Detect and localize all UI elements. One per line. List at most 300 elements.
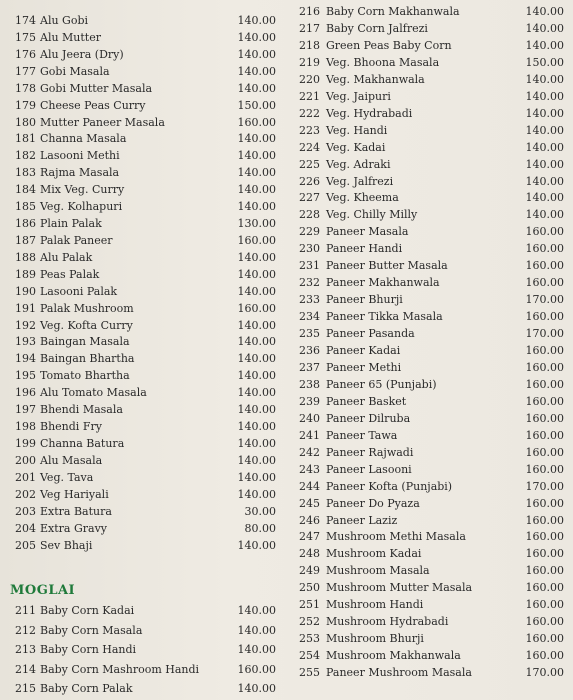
menu-item-row: [6, 418, 276, 435]
menu-item-row: [296, 156, 564, 173]
item-price: 140.00: [237, 437, 276, 450]
item-name: Alu Gobi: [40, 14, 89, 27]
item-price: 160.00: [525, 649, 564, 663]
menu-item-row: [6, 215, 276, 232]
item-number: 242: [299, 445, 320, 459]
item-name: Veg. Kheema: [326, 191, 399, 205]
item-number: 229: [299, 225, 320, 239]
item-number: 224: [299, 140, 320, 154]
item-number: 183: [15, 166, 36, 180]
item-number: 244: [299, 479, 320, 493]
menu-item-row: [296, 88, 564, 105]
menu-item-row: [6, 80, 276, 97]
item-price: 140.00: [237, 369, 276, 383]
menu-item-row: [6, 29, 276, 46]
item-number: 252: [299, 615, 320, 629]
item-number: 223: [299, 123, 320, 137]
menu-item-row: [6, 680, 276, 697]
menu-item-row: [296, 71, 564, 88]
menu-item-row: [296, 240, 564, 257]
item-name: Veg. Makhanwala: [326, 72, 425, 86]
item-name: Baby Corn Palak: [40, 682, 133, 695]
menu-item-row: [296, 206, 564, 223]
menu-item-row: [6, 114, 276, 131]
item-number: 222: [299, 106, 320, 120]
menu-item-row: [6, 249, 276, 266]
item-name: Plain Palak: [40, 217, 102, 231]
menu-item-row: [296, 274, 564, 291]
menu-item-row: [296, 257, 564, 274]
item-number: 218: [299, 38, 320, 52]
item-price: 140.00: [237, 538, 276, 552]
item-price: 160.00: [525, 530, 564, 544]
item-price: 140.00: [237, 250, 276, 264]
item-number: 231: [299, 259, 320, 273]
item-price: 140.00: [237, 470, 276, 484]
item-name: Baby Corn Jalfrezi: [326, 21, 428, 35]
item-number: 232: [299, 276, 320, 290]
item-name: Veg. Kadai: [326, 140, 386, 154]
item-price: 160.00: [525, 547, 564, 561]
item-price: 160.00: [525, 513, 564, 527]
item-price: 140.00: [237, 132, 276, 146]
item-name: Bhendi Masala: [40, 403, 123, 417]
item-name: Channa Masala: [40, 132, 127, 146]
item-price: 160.00: [525, 445, 564, 459]
item-name: Paneer Kofta (Punjabi): [326, 479, 453, 493]
item-name: Channa Batura: [40, 437, 125, 450]
item-number: 236: [299, 344, 320, 357]
item-name: Paneer Lasooni: [326, 462, 412, 476]
item-name: Palak Paneer: [40, 233, 113, 247]
menu-item-row: [296, 376, 564, 393]
item-name: Veg. Tava: [40, 470, 94, 484]
item-number: 202: [15, 487, 36, 501]
menu-item-row: [296, 342, 564, 359]
item-name: Paneer 65 (Punjabi): [326, 377, 437, 391]
item-name: Paneer Basket: [326, 394, 407, 408]
item-name: Paneer Do Pyaza: [326, 496, 420, 510]
item-number: 212: [15, 623, 36, 637]
item-number: 181: [15, 132, 36, 146]
menu-item-row: [6, 333, 276, 350]
item-number: 243: [299, 462, 320, 476]
item-number: 246: [299, 513, 320, 527]
item-price: 160.00: [525, 259, 564, 273]
item-price: 160.00: [525, 411, 564, 425]
item-number: 245: [299, 496, 320, 510]
item-price: 140.00: [237, 403, 276, 417]
item-name: Bhendi Fry: [40, 420, 102, 434]
item-name: Mushroom Handi: [326, 598, 424, 612]
menu-item-row: [296, 410, 564, 427]
item-price: 160.00: [525, 428, 564, 442]
item-price: 160.00: [525, 377, 564, 391]
item-price: 130.00: [237, 217, 276, 231]
menu-item-row: [6, 602, 276, 619]
menu-item-row: [6, 130, 276, 147]
item-price: 140.00: [237, 267, 276, 281]
menu-item-row: [296, 122, 564, 139]
item-name: Paneer Dilruba: [326, 411, 411, 425]
item-price: 140.00: [525, 191, 564, 205]
menu-item-row: [296, 461, 564, 478]
item-name: Gobi Mutter Masala: [40, 81, 153, 95]
item-name: Cheese Peas Curry: [40, 98, 146, 112]
item-name: Tomato Bhartha: [40, 369, 130, 383]
item-price: 140.00: [525, 72, 564, 86]
item-number: 237: [299, 360, 320, 374]
item-name: Paneer Mushroom Masala: [326, 666, 472, 680]
item-price: 140.00: [237, 386, 276, 400]
item-number: 193: [15, 335, 36, 349]
item-price: 140.00: [237, 166, 276, 180]
item-name: Sev Bhaji: [40, 538, 93, 552]
menu-item-row: [6, 503, 276, 520]
item-price: 160.00: [525, 564, 564, 578]
menu-item-row: [6, 147, 276, 164]
item-number: 235: [299, 327, 320, 341]
item-price: 140.00: [237, 604, 276, 617]
item-price: 160.00: [525, 394, 564, 408]
item-number: 174: [15, 14, 36, 27]
menu-item-row: [6, 401, 276, 418]
item-number: 179: [15, 98, 36, 112]
item-number: 199: [15, 437, 36, 450]
item-name: Veg. Handi: [326, 123, 388, 137]
item-number: 198: [15, 420, 36, 434]
item-price: 160.00: [525, 360, 564, 374]
item-name: Veg. Jalfrezi: [326, 174, 394, 188]
menu-item-row: [6, 384, 276, 401]
menu-item-row: [296, 20, 564, 37]
menu-item-row: [6, 12, 276, 29]
menu-item-row: [296, 37, 564, 54]
item-price: 160.00: [525, 632, 564, 646]
item-price: 140.00: [237, 335, 276, 349]
item-number: 219: [299, 55, 320, 69]
item-name: Baby Corn Mashroom Handi: [40, 662, 200, 676]
item-number: 184: [15, 183, 36, 197]
item-price: 140.00: [525, 157, 564, 171]
item-price: 140.00: [237, 200, 276, 214]
item-number: 189: [15, 267, 36, 281]
item-number: 191: [15, 301, 36, 315]
item-name: Alu Mutter: [40, 30, 101, 44]
item-name: Paneer Bhurji: [326, 293, 403, 307]
item-number: 228: [299, 208, 320, 222]
item-number: 217: [299, 21, 320, 35]
item-name: Palak Mushroom: [40, 301, 134, 315]
item-number: 200: [15, 453, 36, 467]
item-name: Rajma Masala: [40, 166, 120, 180]
menu-item-row: [296, 664, 564, 681]
item-number: 190: [15, 284, 36, 298]
item-name: Paneer Masala: [326, 225, 409, 239]
item-number: 176: [15, 47, 36, 61]
item-name: Mutter Paneer Masala: [40, 115, 165, 129]
item-price: 140.00: [525, 89, 564, 103]
item-number: 177: [15, 64, 36, 78]
item-name: Paneer Laziz: [326, 513, 398, 527]
item-number: 182: [15, 149, 36, 163]
menu-item-row: [6, 97, 276, 114]
item-price: 160.00: [237, 115, 276, 129]
menu-item-row: [296, 478, 564, 495]
item-price: 140.00: [237, 682, 276, 695]
item-name: Mushroom Masala: [326, 564, 430, 578]
menu-item-row: [296, 630, 564, 647]
item-number: 188: [15, 250, 36, 264]
menu-item-row: [6, 661, 276, 678]
item-price: 30.00: [244, 504, 276, 518]
item-number: 249: [299, 564, 320, 578]
item-name: Mix Veg. Curry: [40, 183, 125, 197]
item-name: Lasooni Palak: [40, 284, 118, 298]
item-number: 196: [15, 386, 36, 400]
menu-item-row: [296, 308, 564, 325]
item-number: 215: [15, 682, 36, 695]
item-price: 160.00: [525, 344, 564, 357]
menu-item-row: [6, 350, 276, 367]
item-price: 140.00: [237, 81, 276, 95]
item-name: Veg. Chilly Milly: [326, 208, 418, 222]
item-number: 201: [15, 470, 36, 484]
menu-item-row: [6, 435, 276, 452]
item-number: 221: [299, 89, 320, 103]
item-price: 140.00: [525, 106, 564, 120]
item-name: Lasooni Methi: [40, 149, 120, 163]
item-name: Mushroom Bhurji: [326, 632, 424, 646]
item-price: 160.00: [525, 615, 564, 629]
item-price: 160.00: [525, 225, 564, 239]
menu-item-row: [296, 427, 564, 444]
item-price: 160.00: [525, 242, 564, 256]
item-price: 140.00: [237, 453, 276, 467]
item-price: 170.00: [525, 666, 564, 680]
item-number: 197: [15, 403, 36, 417]
item-number: 233: [299, 293, 320, 307]
menu-item-row: [6, 469, 276, 486]
item-name: Veg. Bhoona Masala: [326, 55, 440, 69]
menu-item-row: [296, 562, 564, 579]
menu-item-row: [6, 300, 276, 317]
menu-item-row: [296, 647, 564, 664]
item-price: 140.00: [237, 64, 276, 78]
item-name: Extra Gravy: [40, 521, 107, 535]
item-number: 178: [15, 81, 36, 95]
item-name: Peas Palak: [40, 267, 100, 281]
item-name: Baingan Masala: [40, 335, 130, 349]
item-name: Alu Tomato Masala: [40, 386, 147, 400]
section-title-moglai: MOGLAI: [10, 583, 76, 598]
item-price: 170.00: [525, 479, 564, 493]
item-price: 140.00: [237, 420, 276, 434]
item-number: 254: [299, 649, 320, 663]
menu-item-row: [6, 520, 276, 537]
item-number: 241: [299, 428, 320, 442]
menu-item-row: [6, 367, 276, 384]
menu-item-row: [6, 232, 276, 249]
menu-item-row: [6, 46, 276, 63]
item-price: 160.00: [237, 233, 276, 247]
menu-item-row: [6, 283, 276, 300]
item-number: 251: [299, 598, 320, 612]
item-number: 238: [299, 377, 320, 391]
item-name: Paneer Tikka Masala: [326, 310, 443, 324]
item-name: Paneer Kadai: [326, 344, 401, 357]
item-number: 195: [15, 369, 36, 383]
item-price: 140.00: [525, 38, 564, 52]
menu-item-row: [296, 139, 564, 156]
item-price: 140.00: [237, 487, 276, 501]
item-price: 140.00: [237, 14, 276, 27]
menu-item-row: [296, 545, 564, 562]
item-number: 250: [299, 581, 320, 595]
item-name: Paneer Methi: [326, 360, 402, 374]
item-name: Veg Hariyali: [40, 487, 109, 501]
menu-item-row: [296, 393, 564, 410]
item-number: 248: [299, 547, 320, 561]
item-name: Mushroom Hydrabadi: [326, 615, 449, 629]
item-price: 140.00: [525, 140, 564, 154]
item-number: 220: [299, 72, 320, 86]
item-name: Baby Corn Masala: [40, 623, 143, 637]
item-price: 140.00: [525, 21, 564, 35]
menu-item-row: [6, 537, 276, 554]
menu-item-row: [296, 512, 564, 529]
menu-item-row: [296, 596, 564, 613]
item-price: 160.00: [525, 310, 564, 324]
menu-item-row: [296, 291, 564, 308]
item-number: 225: [299, 157, 320, 171]
item-number: 247: [299, 530, 320, 544]
item-price: 140.00: [525, 208, 564, 222]
item-number: 226: [299, 174, 320, 188]
item-price: 140.00: [237, 643, 276, 656]
item-price: 150.00: [237, 98, 276, 112]
item-name: Baingan Bhartha: [40, 352, 135, 366]
item-number: 234: [299, 310, 320, 324]
item-name: Mushroom Kadai: [326, 547, 422, 561]
item-name: Gobi Masala: [40, 64, 110, 78]
item-name: Veg. Hydrabadi: [326, 106, 413, 120]
item-number: 253: [299, 632, 320, 646]
item-number: 239: [299, 394, 320, 408]
item-number: 230: [299, 242, 320, 256]
item-name: Baby Corn Kadai: [40, 604, 135, 617]
item-price: 140.00: [237, 284, 276, 298]
item-price: 160.00: [525, 496, 564, 510]
item-price: 140.00: [237, 183, 276, 197]
menu-item-row: [296, 528, 564, 545]
item-price: 140.00: [237, 623, 276, 637]
item-number: 204: [15, 521, 36, 535]
item-name: Mushroom Makhanwala: [326, 649, 461, 663]
item-number: 214: [15, 662, 36, 676]
item-number: 213: [15, 643, 36, 656]
item-number: 186: [15, 217, 36, 231]
menu-item-row: [6, 181, 276, 198]
menu-item-row: [6, 63, 276, 80]
item-price: 160.00: [237, 301, 276, 315]
menu-item-row: [296, 3, 564, 20]
item-name: Extra Batura: [40, 504, 112, 518]
menu-item-row: [296, 325, 564, 342]
menu-item-row: [6, 452, 276, 469]
item-price: 140.00: [237, 149, 276, 163]
item-number: 192: [15, 318, 36, 332]
menu-item-row: [296, 613, 564, 630]
item-name: Mushroom Mutter Masala: [326, 581, 473, 595]
item-number: 180: [15, 115, 36, 129]
item-price: 140.00: [525, 123, 564, 137]
item-name: Veg. Jaipuri: [326, 89, 391, 103]
menu-item-row: [6, 266, 276, 283]
item-name: Paneer Handi: [326, 242, 403, 256]
item-price: 140.00: [525, 174, 564, 188]
menu-item-row: [296, 189, 564, 206]
item-name: Alu Palak: [40, 250, 93, 264]
item-price: 140.00: [525, 5, 564, 18]
item-number: 205: [15, 538, 36, 552]
menu-item-row: [296, 223, 564, 240]
item-price: 150.00: [525, 55, 564, 69]
item-name: Veg. Kofta Curry: [40, 318, 133, 332]
item-name: Alu Jeera (Dry): [40, 47, 124, 61]
menu-item-row: [296, 579, 564, 596]
menu-item-row: [296, 444, 564, 461]
item-name: Baby Corn Handi: [40, 643, 137, 656]
item-price: 170.00: [525, 327, 564, 341]
menu-item-row: [296, 54, 564, 71]
item-number: 185: [15, 200, 36, 214]
item-name: Baby Corn Makhanwala: [326, 5, 460, 18]
menu-item-row: [296, 359, 564, 376]
item-name: Veg. Adraki: [326, 157, 391, 171]
menu-item-row: [6, 622, 276, 639]
item-name: Paneer Butter Masala: [326, 259, 448, 273]
item-price: 140.00: [237, 352, 276, 366]
item-price: 140.00: [237, 318, 276, 332]
menu-item-row: [6, 198, 276, 215]
item-price: 160.00: [525, 462, 564, 476]
item-name: Paneer Tawa: [326, 428, 398, 442]
item-number: 187: [15, 233, 36, 247]
item-price: 160.00: [237, 662, 276, 676]
item-price: 140.00: [237, 30, 276, 44]
item-number: 255: [299, 666, 320, 680]
item-number: 240: [299, 411, 320, 425]
item-price: 160.00: [525, 276, 564, 290]
menu-item-row: [6, 486, 276, 503]
item-name: Mushroom Methi Masala: [326, 530, 466, 544]
item-number: 203: [15, 504, 36, 518]
item-price: 160.00: [525, 581, 564, 595]
menu-item-row: [6, 317, 276, 334]
menu-item-row: [296, 105, 564, 122]
item-price: 140.00: [237, 47, 276, 61]
menu-item-row: [6, 641, 276, 658]
item-name: Veg. Kolhapuri: [40, 200, 123, 214]
item-price: 170.00: [525, 293, 564, 307]
item-name: Paneer Pasanda: [326, 327, 415, 341]
item-name: Alu Masala: [40, 453, 103, 467]
item-name: Paneer Makhanwala: [326, 276, 440, 290]
menu-item-row: [296, 495, 564, 512]
item-number: 194: [15, 352, 36, 366]
item-price: 160.00: [525, 598, 564, 612]
